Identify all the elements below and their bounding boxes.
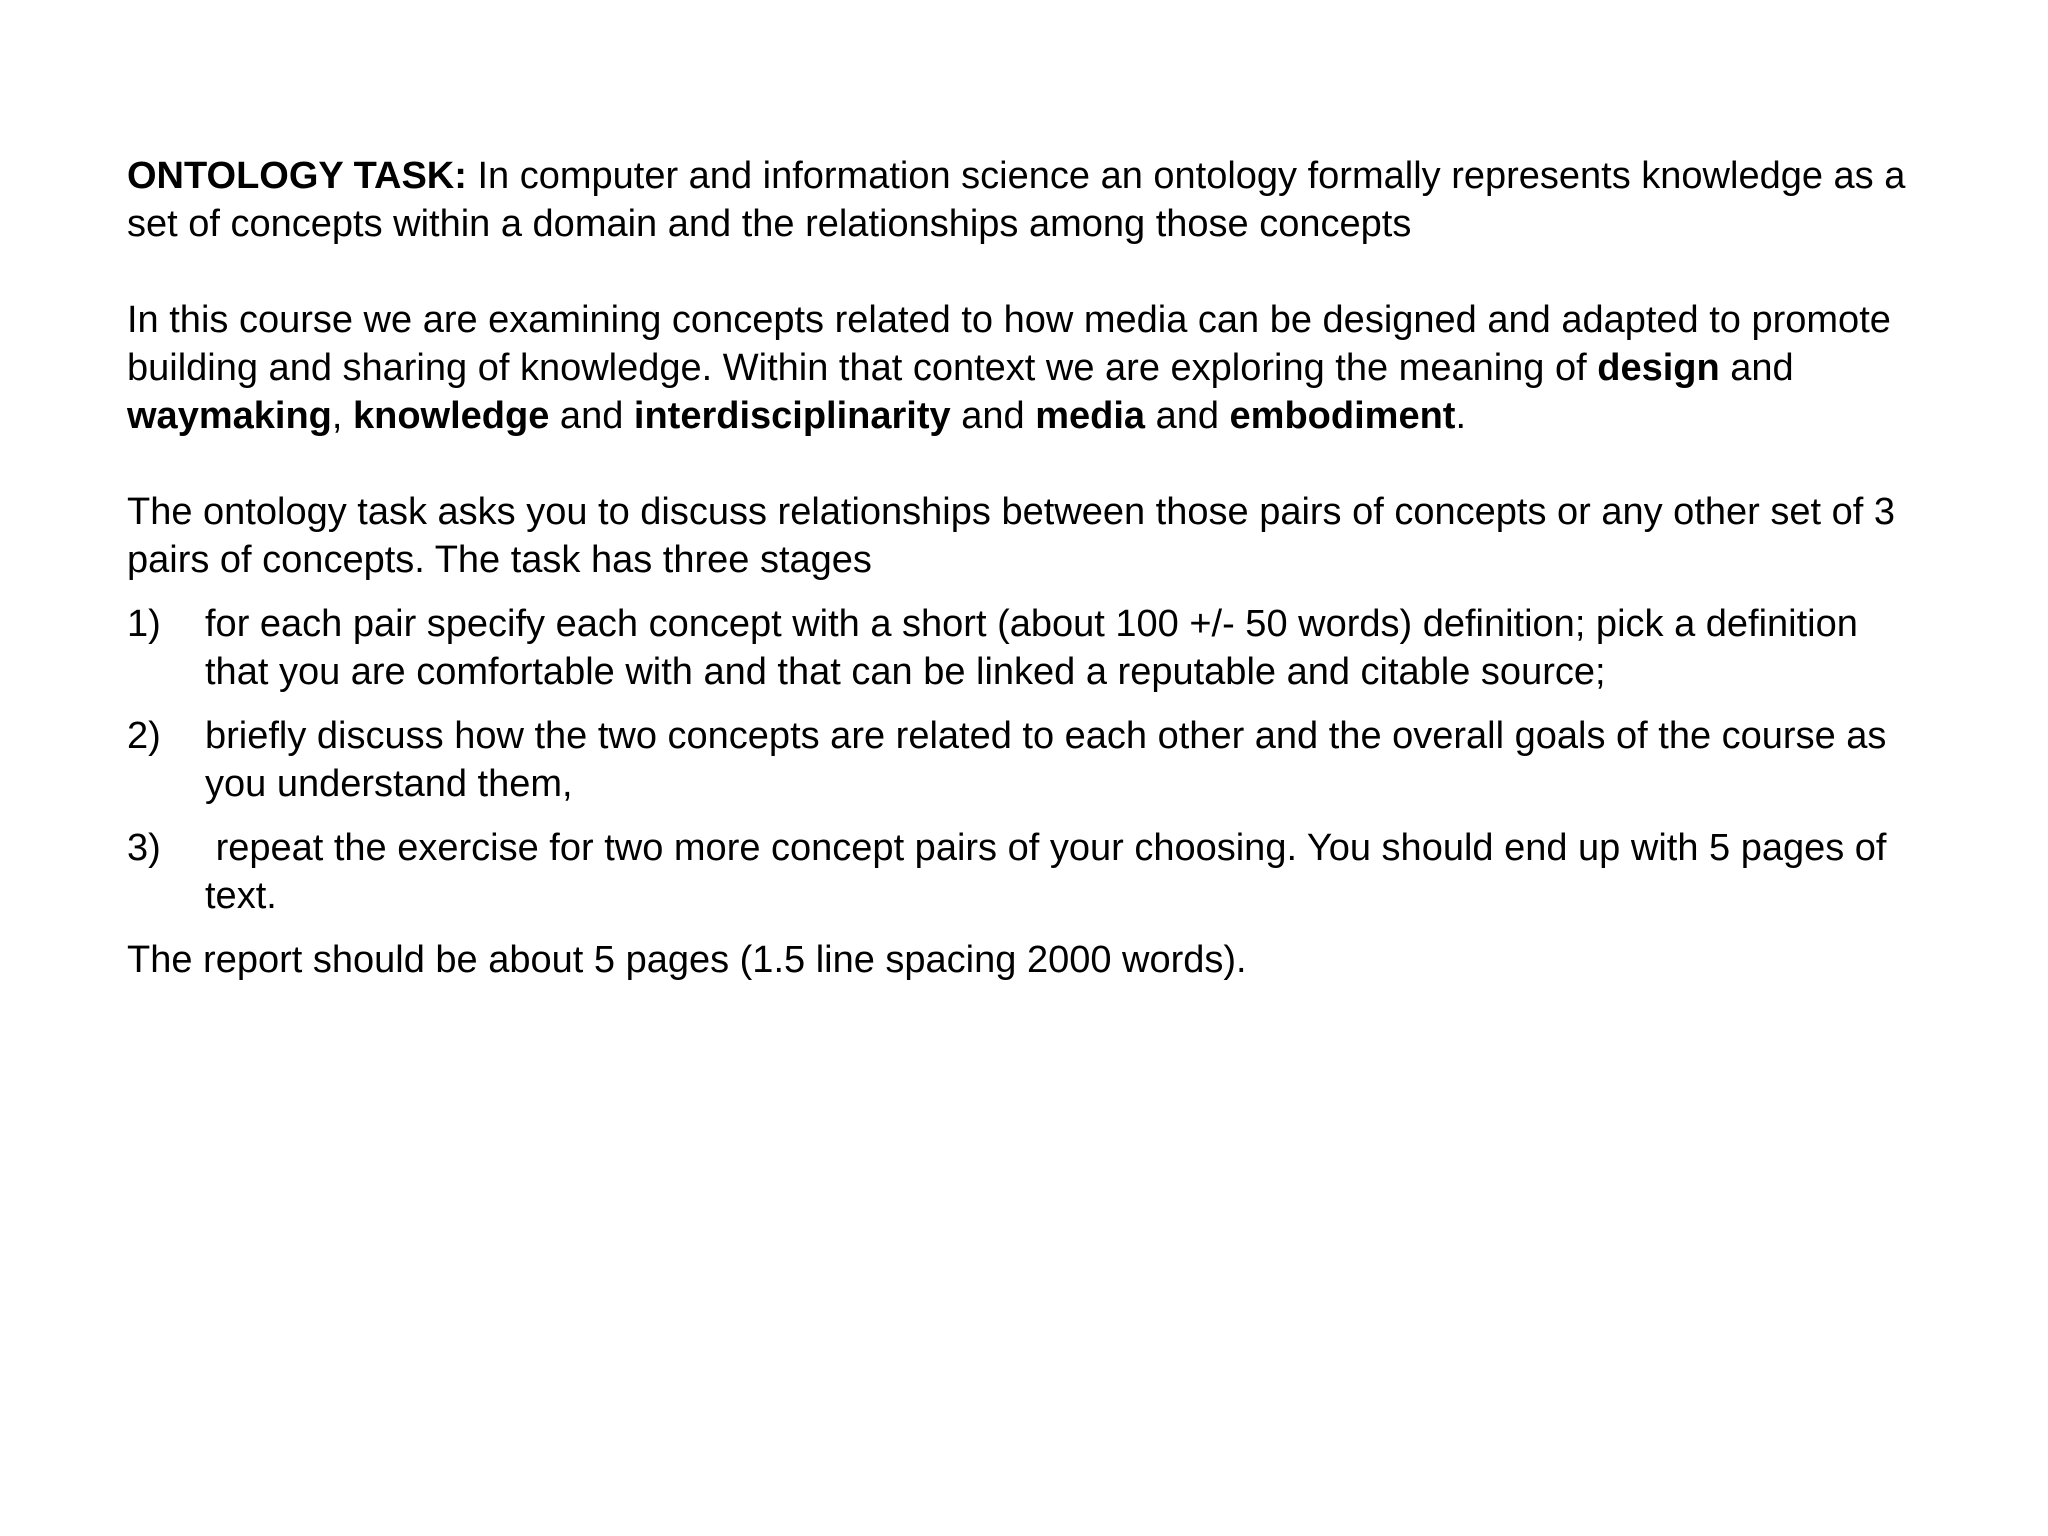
stage-number: 2) — [127, 715, 161, 757]
stage-text: for each pair specify each concept with a short (about 100 +/- 50 words) definition; pick a definition that you are comfortable with and that can be linked a reputable and citable source; — [205, 603, 1858, 693]
concept-term: embodiment — [1229, 395, 1456, 437]
concept-separator: . — [1455, 395, 1467, 437]
concept-term: media — [1035, 395, 1146, 437]
stages-list — [127, 600, 1927, 920]
concept-separator: and — [950, 395, 1036, 437]
concept-term: design — [1597, 347, 1720, 389]
slide-content — [127, 152, 1927, 984]
ontology-definition-text: In computer and information science an ontology formally represents knowledge as a set of concepts within a domain and the relationships among those concepts — [127, 155, 1906, 245]
concept-separator: and — [1719, 347, 1794, 389]
report-length-note: The report should be about 5 pages (1.5 line spacing 2000 words). — [127, 939, 1247, 981]
course-concepts-paragraph — [127, 296, 1927, 440]
concept-separator: and — [549, 395, 634, 437]
task-heading: ONTOLOGY TASK: — [127, 155, 467, 197]
task-stages-intro: The ontology task asks you to discuss relationships between those pairs of concepts or any other set of 3 pairs of concepts. The task has three stages — [127, 491, 1895, 581]
stage-text: briefly discuss how the two concepts are related to each other and the overall goals of the course as you understand them, — [205, 715, 1887, 805]
ontology-definition-paragraph — [127, 152, 1927, 248]
stage-number: 1) — [127, 603, 161, 645]
stage-item — [127, 600, 1927, 696]
stage-number: 3) — [127, 827, 161, 869]
concept-separator: and — [1145, 395, 1230, 437]
concept-term: knowledge — [353, 395, 550, 437]
concept-separator: , — [331, 395, 353, 437]
stage-item — [127, 712, 1927, 808]
stage-text: repeat the exercise for two more concept pairs of your choosing. You should end up with 5 pages of text. — [205, 827, 1898, 917]
stage-item — [127, 824, 1927, 920]
concept-term: waymaking — [127, 395, 332, 437]
course-intro-text: In this course we are examining concepts related to how media can be designed and adapted to promote building and sharing of knowledge. Within that context we are exploring the meaning of — [127, 299, 1891, 389]
concept-term: interdisciplinarity — [633, 395, 951, 437]
